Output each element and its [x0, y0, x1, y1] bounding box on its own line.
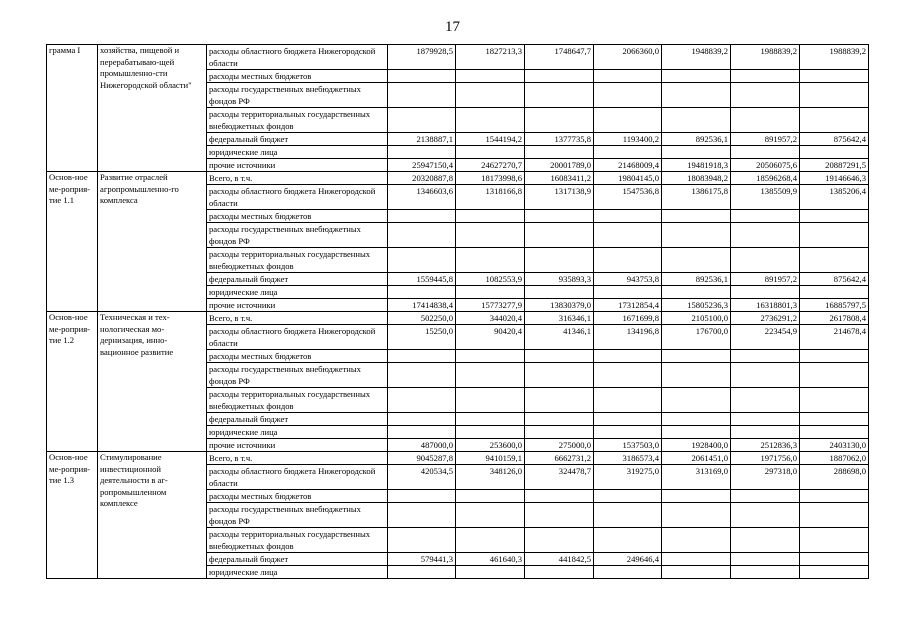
amount-cell	[525, 223, 594, 248]
amount-cell	[662, 553, 731, 566]
amount-cell	[800, 248, 869, 273]
amount-cell	[594, 108, 662, 133]
amount-cell	[800, 413, 869, 426]
amount-cell: 297318,0	[731, 465, 800, 490]
table-row	[47, 312, 869, 325]
amount-cell	[388, 108, 456, 133]
amount-cell: 1671699,8	[594, 312, 662, 325]
amount-cell: 16885797,5	[800, 299, 869, 312]
amount-cell	[456, 248, 525, 273]
amount-cell: 176700,0	[662, 325, 731, 350]
amount-cell: 16083411,2	[525, 172, 594, 185]
amount-cell	[388, 566, 456, 579]
amount-cell	[731, 490, 800, 503]
amount-cell	[525, 413, 594, 426]
amount-cell: 17312854,4	[594, 299, 662, 312]
amount-cell	[456, 566, 525, 579]
funding-source-label: расходы местных бюджетов	[207, 490, 388, 503]
activity-code-cell: Основ-ное ме-роприя-тие 1.1	[47, 172, 98, 312]
amount-cell	[731, 426, 800, 439]
amount-cell	[594, 248, 662, 273]
amount-cell	[662, 286, 731, 299]
amount-cell	[731, 210, 800, 223]
amount-cell	[731, 223, 800, 248]
amount-cell: 935893,3	[525, 273, 594, 286]
amount-cell: 41346,1	[525, 325, 594, 350]
amount-cell	[662, 83, 731, 108]
funding-source-label: расходы государственных внебюджетных фондов РФ	[207, 503, 388, 528]
amount-cell	[662, 210, 731, 223]
amount-cell: 13830379,0	[525, 299, 594, 312]
amount-cell	[525, 388, 594, 413]
amount-cell	[662, 223, 731, 248]
amount-cell	[456, 528, 525, 553]
amount-cell: 2403130,0	[800, 439, 869, 452]
amount-cell	[662, 426, 731, 439]
amount-cell	[662, 108, 731, 133]
funding-source-label: расходы местных бюджетов	[207, 70, 388, 83]
amount-cell: 1887062,0	[800, 452, 869, 465]
amount-cell	[456, 108, 525, 133]
amount-cell: 18083948,2	[662, 172, 731, 185]
amount-cell: 892536,1	[662, 273, 731, 286]
amount-cell	[388, 490, 456, 503]
amount-cell	[456, 286, 525, 299]
amount-cell: 275000,0	[525, 439, 594, 452]
amount-cell	[594, 388, 662, 413]
amount-cell	[525, 210, 594, 223]
amount-cell	[800, 350, 869, 363]
amount-cell: 502250,0	[388, 312, 456, 325]
amount-cell	[800, 83, 869, 108]
amount-cell	[388, 210, 456, 223]
amount-cell	[731, 363, 800, 388]
amount-cell	[662, 566, 731, 579]
amount-cell	[800, 528, 869, 553]
amount-cell	[800, 490, 869, 503]
amount-cell	[731, 146, 800, 159]
amount-cell	[800, 363, 869, 388]
amount-cell	[456, 388, 525, 413]
amount-cell	[456, 70, 525, 83]
amount-cell	[594, 286, 662, 299]
amount-cell	[456, 223, 525, 248]
amount-cell: 1385509,9	[731, 185, 800, 210]
amount-cell	[525, 108, 594, 133]
amount-cell	[456, 83, 525, 108]
amount-cell	[800, 426, 869, 439]
amount-cell	[388, 528, 456, 553]
amount-cell: 17414838,4	[388, 299, 456, 312]
amount-cell	[594, 426, 662, 439]
amount-cell	[800, 388, 869, 413]
amount-cell	[731, 286, 800, 299]
table-row	[47, 45, 869, 70]
amount-cell	[662, 146, 731, 159]
amount-cell	[388, 146, 456, 159]
amount-cell	[800, 70, 869, 83]
funding-source-label: прочие источники	[207, 299, 388, 312]
amount-cell: 134196,8	[594, 325, 662, 350]
amount-cell: 21468009,4	[594, 159, 662, 172]
funding-source-label: расходы территориальных государственных внебюджетных фондов	[207, 388, 388, 413]
amount-cell: 249646,4	[594, 553, 662, 566]
amount-cell: 316346,1	[525, 312, 594, 325]
amount-cell: 1377735,8	[525, 133, 594, 146]
amount-cell	[456, 490, 525, 503]
amount-cell	[731, 388, 800, 413]
amount-cell: 19804145,0	[594, 172, 662, 185]
amount-cell	[388, 223, 456, 248]
amount-cell: 1386175,8	[662, 185, 731, 210]
amount-cell	[388, 503, 456, 528]
amount-cell	[662, 413, 731, 426]
amount-cell: 1082553,9	[456, 273, 525, 286]
amount-cell	[388, 70, 456, 83]
amount-cell	[594, 223, 662, 248]
amount-cell: 2061451,0	[662, 452, 731, 465]
amount-cell: 891957,2	[731, 133, 800, 146]
amount-cell: 892536,1	[662, 133, 731, 146]
amount-cell	[731, 83, 800, 108]
activity-name-cell: хозяйства, пищевой и перерабатываю-щей промышленно-сти Нижегородской области"	[98, 45, 207, 172]
amount-cell	[456, 426, 525, 439]
amount-cell	[800, 210, 869, 223]
amount-cell: 15250,0	[388, 325, 456, 350]
amount-cell: 6662731,2	[525, 452, 594, 465]
amount-cell: 1547536,8	[594, 185, 662, 210]
amount-cell	[731, 528, 800, 553]
amount-cell: 1318166,8	[456, 185, 525, 210]
amount-cell: 344020,4	[456, 312, 525, 325]
amount-cell	[731, 248, 800, 273]
amount-cell	[800, 566, 869, 579]
amount-cell	[525, 503, 594, 528]
funding-source-label: расходы областного бюджета Нижегородской области	[207, 465, 388, 490]
amount-cell: 1827213,3	[456, 45, 525, 70]
amount-cell: 2512836,3	[731, 439, 800, 452]
amount-cell	[525, 490, 594, 503]
funding-source-label: расходы местных бюджетов	[207, 210, 388, 223]
amount-cell	[594, 363, 662, 388]
funding-source-label: прочие источники	[207, 439, 388, 452]
page-number: 17	[445, 19, 460, 35]
amount-cell	[525, 70, 594, 83]
funding-source-label: расходы областного бюджета Нижегородской области	[207, 185, 388, 210]
amount-cell: 15805236,3	[662, 299, 731, 312]
amount-cell	[662, 363, 731, 388]
amount-cell: 1385206,4	[800, 185, 869, 210]
amount-cell: 20001789,0	[525, 159, 594, 172]
amount-cell: 24627270,7	[456, 159, 525, 172]
funding-source-label: расходы областного бюджета Нижегородской области	[207, 325, 388, 350]
amount-cell	[594, 350, 662, 363]
amount-cell: 223454,9	[731, 325, 800, 350]
amount-cell: 313169,0	[662, 465, 731, 490]
activity-name-cell: Стимулирование инвестиционной деятельности в аг-ропромышленном комплексе	[98, 452, 207, 579]
amount-cell: 3186573,4	[594, 452, 662, 465]
amount-cell	[525, 350, 594, 363]
activity-code-cell: Основ-ное ме-роприя-тие 1.3	[47, 452, 98, 579]
activity-code-cell: грамма I	[47, 45, 98, 172]
amount-cell: 943753,8	[594, 273, 662, 286]
funding-source-label: юридические лица	[207, 146, 388, 159]
amount-cell: 420534,5	[388, 465, 456, 490]
amount-cell	[594, 566, 662, 579]
funding-source-label: федеральный бюджет	[207, 133, 388, 146]
amount-cell	[731, 70, 800, 83]
amount-cell: 487000,0	[388, 439, 456, 452]
amount-cell	[731, 503, 800, 528]
budget-table	[46, 44, 869, 579]
amount-cell: 1879928,5	[388, 45, 456, 70]
amount-cell	[388, 363, 456, 388]
amount-cell: 348126,0	[456, 465, 525, 490]
amount-cell	[594, 528, 662, 553]
amount-cell: 2617808,4	[800, 312, 869, 325]
amount-cell	[662, 248, 731, 273]
amount-cell: 1346603,6	[388, 185, 456, 210]
amount-cell: 25947150,4	[388, 159, 456, 172]
amount-cell: 9410159,1	[456, 452, 525, 465]
amount-cell	[525, 426, 594, 439]
amount-cell	[525, 83, 594, 108]
amount-cell	[594, 503, 662, 528]
amount-cell	[456, 503, 525, 528]
amount-cell: 875642,4	[800, 133, 869, 146]
amount-cell	[662, 503, 731, 528]
amount-cell	[800, 108, 869, 133]
funding-source-label: расходы местных бюджетов	[207, 350, 388, 363]
funding-source-label: Всего, в т.ч.	[207, 312, 388, 325]
amount-cell: 19481918,3	[662, 159, 731, 172]
amount-cell	[594, 210, 662, 223]
activity-name-cell: Техническая и тех-нологическая мо-дернизация, инно-вационное развитие	[98, 312, 207, 452]
amount-cell: 19146646,3	[800, 172, 869, 185]
amount-cell: 288698,0	[800, 465, 869, 490]
funding-source-label: федеральный бюджет	[207, 553, 388, 566]
amount-cell: 1193400,2	[594, 133, 662, 146]
funding-source-label: федеральный бюджет	[207, 273, 388, 286]
amount-cell	[731, 108, 800, 133]
amount-cell	[525, 363, 594, 388]
amount-cell	[456, 210, 525, 223]
amount-cell: 20320887,8	[388, 172, 456, 185]
amount-cell: 18173998,6	[456, 172, 525, 185]
amount-cell: 319275,0	[594, 465, 662, 490]
amount-cell: 253600,0	[456, 439, 525, 452]
amount-cell	[456, 350, 525, 363]
amount-cell: 2736291,2	[731, 312, 800, 325]
amount-cell: 9045287,8	[388, 452, 456, 465]
amount-cell: 2105100,0	[662, 312, 731, 325]
amount-cell	[731, 413, 800, 426]
amount-cell	[800, 223, 869, 248]
amount-cell	[525, 248, 594, 273]
amount-cell	[594, 490, 662, 503]
amount-cell: 214678,4	[800, 325, 869, 350]
funding-source-label: Всего, в т.ч.	[207, 172, 388, 185]
amount-cell: 15773277,9	[456, 299, 525, 312]
funding-source-label: Всего, в т.ч.	[207, 452, 388, 465]
amount-cell: 891957,2	[731, 273, 800, 286]
amount-cell	[662, 528, 731, 553]
amount-cell: 441842,5	[525, 553, 594, 566]
amount-cell	[594, 83, 662, 108]
amount-cell	[388, 426, 456, 439]
amount-cell	[594, 70, 662, 83]
amount-cell: 20887291,5	[800, 159, 869, 172]
amount-cell: 875642,4	[800, 273, 869, 286]
amount-cell: 2138887,1	[388, 133, 456, 146]
amount-cell	[388, 286, 456, 299]
amount-cell: 1988839,2	[800, 45, 869, 70]
amount-cell: 1559445,8	[388, 273, 456, 286]
amount-cell	[525, 566, 594, 579]
funding-source-label: федеральный бюджет	[207, 413, 388, 426]
amount-cell: 18596268,4	[731, 172, 800, 185]
amount-cell: 1948839,2	[662, 45, 731, 70]
amount-cell	[388, 83, 456, 108]
amount-cell: 1748647,7	[525, 45, 594, 70]
amount-cell: 1988839,2	[731, 45, 800, 70]
amount-cell: 1971756,0	[731, 452, 800, 465]
amount-cell: 90420,4	[456, 325, 525, 350]
amount-cell	[456, 363, 525, 388]
activity-code-cell: Основ-ное ме-роприя-тие 1.2	[47, 312, 98, 452]
amount-cell: 1317138,9	[525, 185, 594, 210]
amount-cell	[731, 350, 800, 363]
amount-cell: 579441,3	[388, 553, 456, 566]
amount-cell: 1544194,2	[456, 133, 525, 146]
amount-cell	[662, 70, 731, 83]
amount-cell	[662, 388, 731, 413]
amount-cell	[594, 413, 662, 426]
amount-cell	[800, 146, 869, 159]
amount-cell: 324478,7	[525, 465, 594, 490]
funding-source-label: расходы территориальных государственных внебюджетных фондов	[207, 248, 388, 273]
table-body	[47, 45, 869, 579]
funding-source-label: юридические лица	[207, 286, 388, 299]
amount-cell	[525, 528, 594, 553]
amount-cell	[731, 553, 800, 566]
funding-source-label: юридические лица	[207, 426, 388, 439]
amount-cell	[388, 388, 456, 413]
amount-cell: 20506075,6	[731, 159, 800, 172]
amount-cell	[388, 413, 456, 426]
amount-cell	[456, 146, 525, 159]
amount-cell	[388, 350, 456, 363]
funding-source-label: расходы территориальных государственных внебюджетных фондов	[207, 528, 388, 553]
funding-source-label: расходы областного бюджета Нижегородской области	[207, 45, 388, 70]
table-row	[47, 452, 869, 465]
amount-cell	[800, 553, 869, 566]
amount-cell: 2066360,0	[594, 45, 662, 70]
amount-cell: 1928400,0	[662, 439, 731, 452]
funding-source-label: расходы государственных внебюджетных фондов РФ	[207, 363, 388, 388]
amount-cell: 1537503,0	[594, 439, 662, 452]
activity-name-cell: Развитие отраслей агропромышленно-го комплекса	[98, 172, 207, 312]
funding-source-label: расходы государственных внебюджетных фондов РФ	[207, 223, 388, 248]
funding-source-label: прочие источники	[207, 159, 388, 172]
amount-cell	[800, 503, 869, 528]
table-row	[47, 172, 869, 185]
funding-source-label: расходы государственных внебюджетных фондов РФ	[207, 83, 388, 108]
amount-cell	[594, 146, 662, 159]
funding-source-label: юридические лица	[207, 566, 388, 579]
amount-cell	[662, 490, 731, 503]
amount-cell	[456, 413, 525, 426]
amount-cell: 16318801,3	[731, 299, 800, 312]
amount-cell	[662, 350, 731, 363]
amount-cell	[525, 146, 594, 159]
amount-cell	[731, 566, 800, 579]
amount-cell: 461640,3	[456, 553, 525, 566]
amount-cell	[800, 286, 869, 299]
amount-cell	[388, 248, 456, 273]
funding-source-label: расходы территориальных государственных внебюджетных фондов	[207, 108, 388, 133]
amount-cell	[525, 286, 594, 299]
